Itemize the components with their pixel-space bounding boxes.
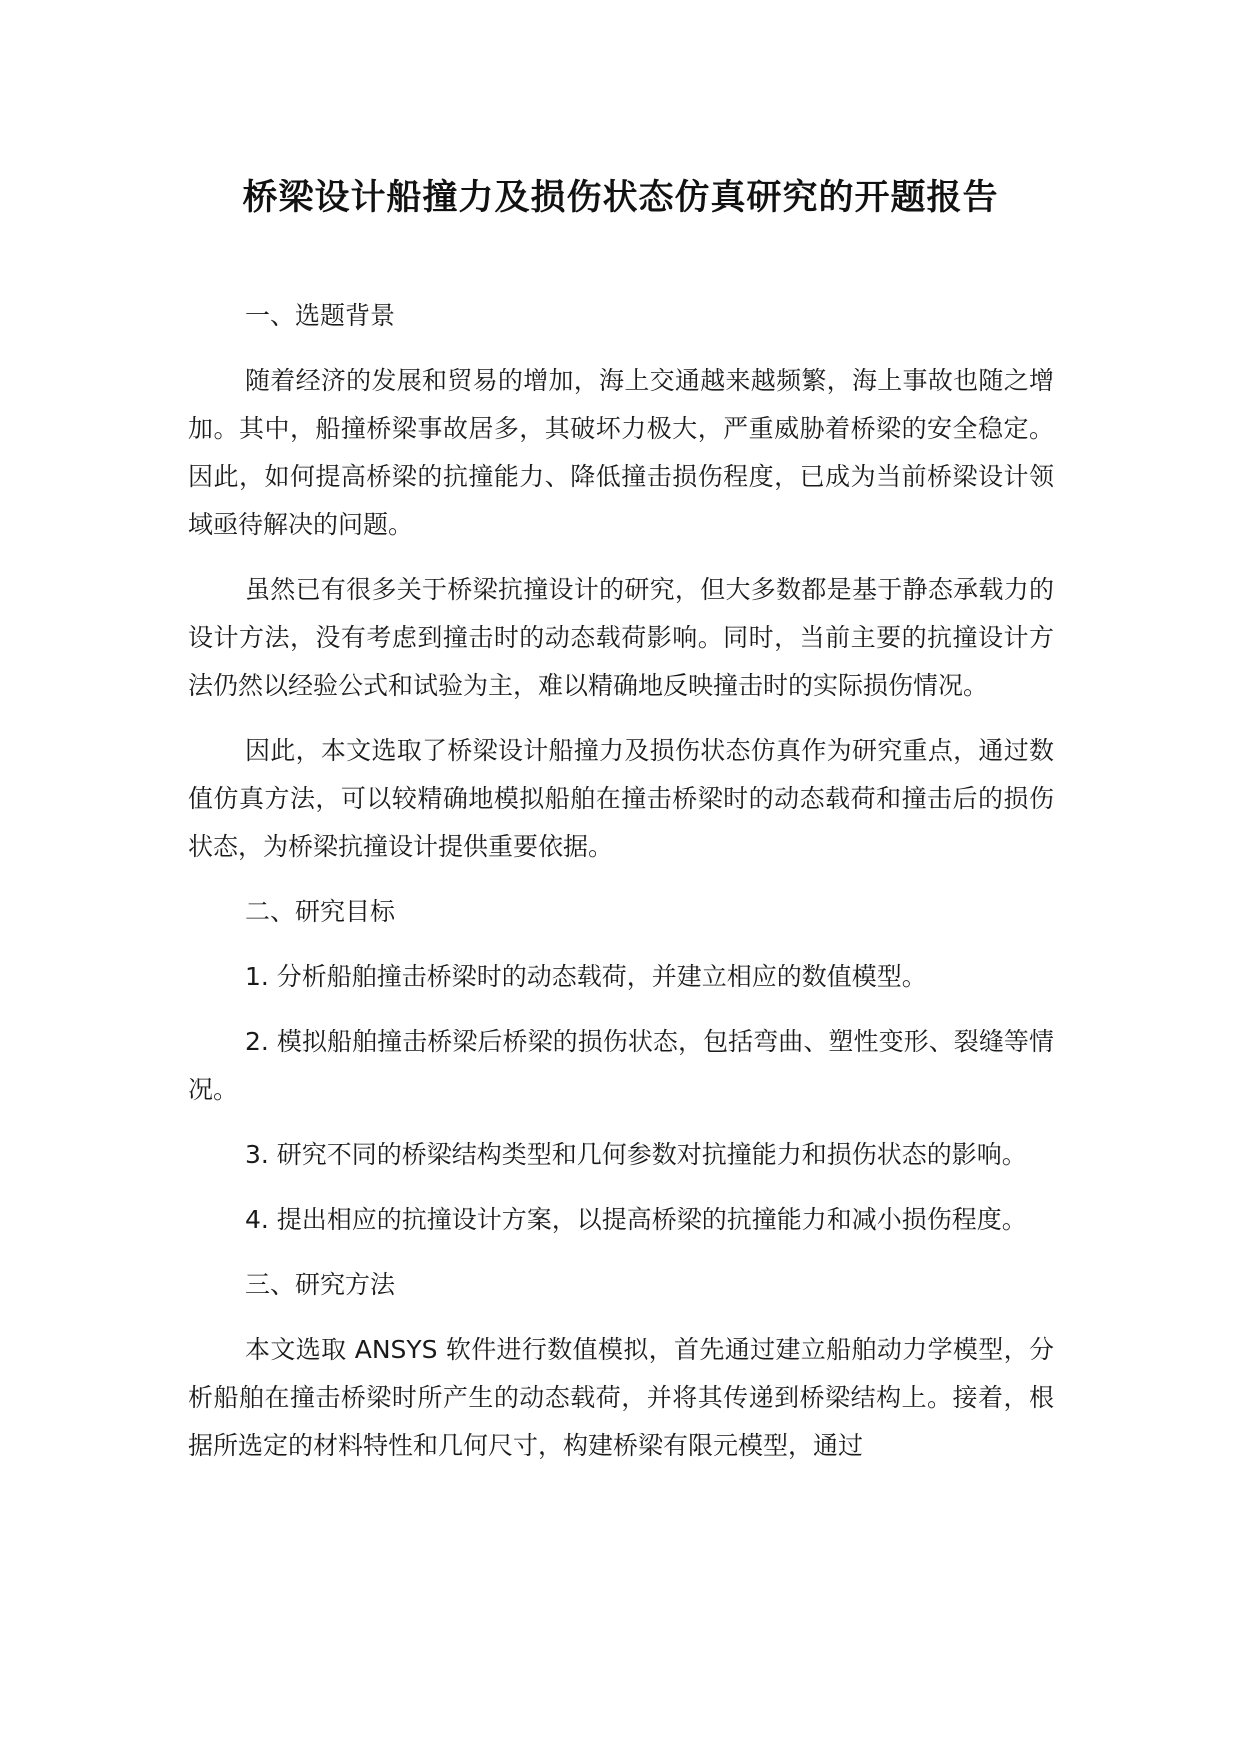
objective-item-3: 3. 研究不同的桥梁结构类型和几何参数对抗撞能力和损伤状态的影响。: [245, 1140, 1027, 1169]
objective-item-1: 1. 分析船舶撞击桥梁时的动态载荷，并建立相应的数值模型。: [245, 962, 927, 991]
document-body: [188, 292, 1054, 1470]
document-title: 桥梁设计船撞力及损伤状态仿真研究的开题报告: [242, 178, 999, 218]
objective-item-4: 4. 提出相应的抗撞设计方案，以提高桥梁的抗撞能力和减小损伤程度。: [245, 1205, 1027, 1234]
paragraph-methods-1: 本文选取 ANSYS 软件进行数值模拟，首先通过建立船舶动力学模型，分析船舶在撞击桥梁时所产生的动态载荷，并将其传递到桥梁结构上。接着，根据所选定的材料特性和几何尺寸，构建桥梁有限元模型，通过: [188, 1335, 1054, 1460]
section-heading-objectives: 二、研究目标: [245, 897, 396, 926]
paragraph-background-3: 因此，本文选取了桥梁设计船撞力及损伤状态仿真作为研究重点，通过数值仿真方法，可以较精确地模拟船舶在撞击桥梁时的动态载荷和撞击后的损伤状态，为桥梁抗撞设计提供重要依据。: [188, 736, 1054, 861]
objective-item-2: 2. 模拟船舶撞击桥梁后桥梁的损伤状态，包括弯曲、塑性变形、裂缝等情况。: [188, 1027, 1054, 1104]
paragraph-background-2: 虽然已有很多关于桥梁抗撞设计的研究，但大多数都是基于静态承载力的设计方法，没有考虑到撞击时的动态载荷影响。同时，当前主要的抗撞设计方法仍然以经验公式和试验为主，难以精确地反映撞击时的实际损伤情况。: [188, 575, 1054, 700]
section-heading-background: 一、选题背景: [245, 301, 396, 330]
paragraph-background-1: 随着经济的发展和贸易的增加，海上交通越来越频繁，海上事故也随之增加。其中，船撞桥梁事故居多，其破坏力极大，严重威胁着桥梁的安全稳定。因此，如何提高桥梁的抗撞能力、降低撞击损伤程度，已成为当前桥梁设计领域亟待解决的问题。: [188, 366, 1054, 539]
section-heading-methods: 三、研究方法: [245, 1270, 396, 1299]
